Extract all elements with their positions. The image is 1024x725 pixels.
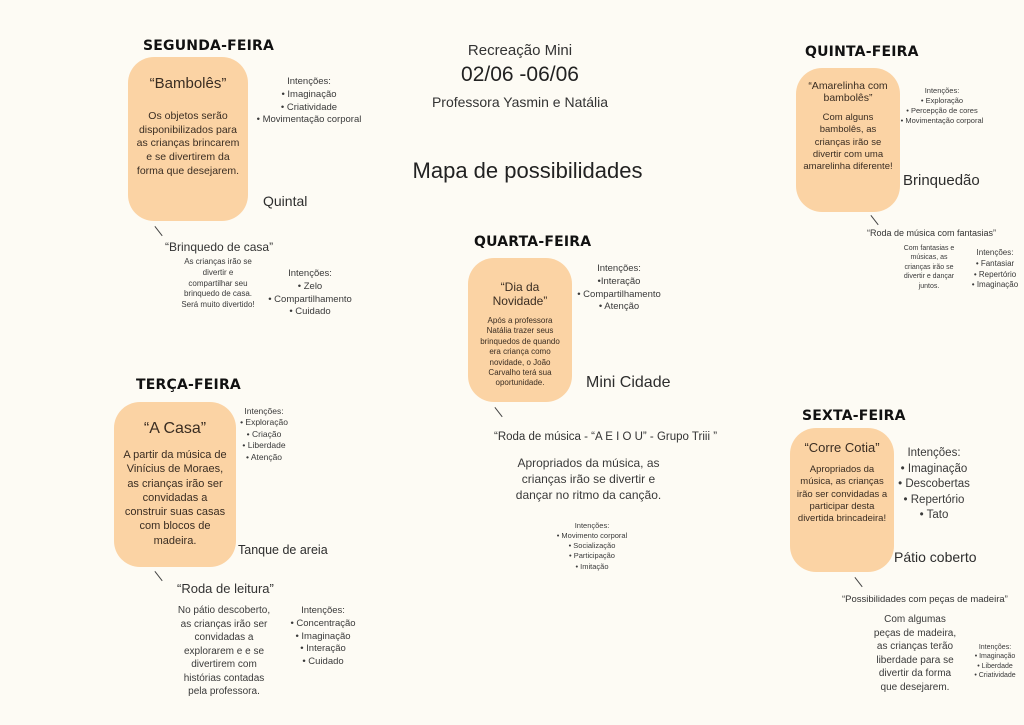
thursday-card-text: Com alguns bambolês, as crianças irão se divertir com uma amarelinha diferente! [803, 112, 893, 173]
wednesday-activity-intention: • Participação [569, 551, 615, 561]
wednesday-connector [494, 407, 502, 417]
map-title: Mapa de possibilidades [412, 158, 643, 183]
monday-activity-intention: • Compartilhamento [268, 293, 352, 305]
thursday-activity-intentions [965, 248, 1024, 291]
tuesday-activity-intentions-heading: Intenções: [301, 605, 345, 616]
thursday-card-title: “Amarelinha com bambolês” [808, 80, 888, 104]
monday-intentions [255, 76, 363, 127]
thursday-location: Brinquedão [903, 172, 980, 189]
friday-card [790, 428, 894, 572]
wednesday-card [468, 258, 572, 402]
wednesday-intention: • Compartilhamento [577, 288, 661, 300]
friday-connector [854, 577, 862, 587]
friday-activity-title: “Possibilidades com peças de madeira” [842, 594, 1008, 605]
tuesday-intention: • Exploração [240, 417, 288, 428]
monday-activity-intention: • Cuidado [289, 306, 331, 318]
subtitle: Recreação Mini [467, 42, 573, 59]
monday-intention: • Movimentação corporal [256, 114, 362, 126]
wednesday-intention: • Atenção [598, 301, 640, 313]
wednesday-intention: •Interação [597, 275, 641, 287]
friday-activity-intention: • Criatividade [974, 672, 1016, 680]
friday-intentions [897, 446, 971, 524]
friday-intention: • Tato [919, 509, 949, 522]
thursday-activity-text: Com fantasias e músicas, as crianças irão se divertir e dançar juntos. [903, 245, 955, 290]
monday-activity-text: As crianças irão se divertir e compartilhar seu brinquedo de casa. Será muito divertido! [181, 257, 255, 310]
wednesday-activity-text: Apropriados da música, as crianças irão se divertir e dançar no ritmo da canção. [515, 456, 662, 503]
tuesday-activity-intentions [290, 605, 356, 669]
tuesday-card-text: A partir da música de Vinícius de Moraes, as crianças irão ser convidadas a construir suas casas com blocos de madeira. [123, 449, 227, 547]
wednesday-activity-intention: • Imitação [575, 561, 609, 571]
header [400, 42, 640, 110]
tuesday-activity-title: “Roda de leitura” [177, 581, 274, 596]
monday-intention: • Imaginação [281, 88, 337, 100]
wednesday-card-title: “Dia da Novidade” [492, 280, 548, 308]
tuesday-activity-intention: • Concentração [290, 617, 356, 629]
monday-day-label: SEGUNDA-FEIRA [143, 38, 275, 54]
monday-card-text: Os objetos serão disponibilizados para as crianças brincarem e se divertirem da forma que desejarem. [136, 110, 240, 177]
thursday-activity-title: “Roda de música com fantasias” [867, 228, 997, 238]
dates: 02/06 -06/06 [461, 63, 579, 86]
tuesday-connector [154, 571, 162, 581]
monday-activity-intentions-heading: Intenções: [288, 268, 332, 279]
wednesday-location: Mini Cidade [586, 374, 671, 391]
friday-intention: • Imaginação [900, 462, 968, 475]
wednesday-activity-intention: • Socialização [568, 541, 616, 551]
monday-card-title: “Bambolês” [149, 75, 227, 92]
tuesday-card [114, 402, 236, 567]
thursday-connector [870, 215, 878, 225]
friday-day-label: SEXTA-FEIRA [802, 408, 906, 424]
thursday-intention: • Movimentação corporal [900, 116, 984, 126]
tuesday-day-label: TERÇA-FEIRA [136, 377, 241, 393]
thursday-activity-intentions-heading: Intenções: [976, 248, 1014, 257]
monday-activity-intention: • Zelo [297, 280, 323, 292]
tuesday-intention: • Atenção [245, 451, 283, 462]
tuesday-intention: • Liberdade [242, 440, 286, 451]
friday-activity-intention: • Imaginação [974, 653, 1016, 661]
thursday-intention: • Exploração [920, 96, 964, 106]
friday-intentions-heading: Intenções: [907, 447, 961, 459]
tuesday-location: Tanque de areia [238, 543, 328, 557]
monday-intentions-heading: Intenções: [287, 76, 331, 87]
friday-activity-intention: • Liberdade [977, 662, 1013, 670]
thursday-card [796, 68, 900, 212]
monday-activity-intentions [265, 268, 355, 319]
thursday-activity-intention: • Imaginação [971, 280, 1019, 290]
thursday-intentions [900, 86, 984, 127]
thursday-activity-intention: • Repertório [973, 269, 1017, 279]
monday-connector [154, 226, 162, 236]
monday-location: Quintal [263, 193, 308, 209]
tuesday-card-title: “A Casa” [143, 420, 207, 437]
friday-activity-intentions-heading: Intenções: [978, 644, 1012, 651]
friday-activity-intentions [967, 643, 1023, 681]
monday-card [128, 57, 248, 221]
wednesday-day-label: QUARTA-FEIRA [474, 234, 592, 250]
thursday-activity-intention: • Fantasiar [975, 258, 1015, 268]
wednesday-intentions-heading: Intenções: [597, 263, 641, 274]
wednesday-activity-title: “Roda de música - “A E I O U” - Grupo Triii ” [494, 431, 718, 443]
tuesday-intention: • Criação [246, 428, 282, 439]
friday-intention: • Descobertas [898, 478, 970, 491]
wednesday-activity-intention: • Movimento corporal [556, 531, 628, 541]
tuesday-activity-intention: • Interação [300, 643, 346, 655]
wednesday-activity-intentions-heading: Intenções: [574, 521, 610, 530]
monday-intention: • Criatividade [280, 101, 338, 113]
tuesday-intentions-heading: Intenções: [244, 406, 284, 416]
tuesday-intentions [236, 406, 292, 463]
tuesday-activity-intention: • Cuidado [302, 656, 344, 668]
teachers: Professora Yasmin e Natália [431, 94, 609, 110]
thursday-day-label: QUINTA-FEIRA [805, 44, 919, 60]
friday-card-text: Apropriados da música, as crianças irão ser convidadas a participar desta divertida brincadeira! [796, 464, 888, 525]
thursday-intentions-heading: Intenções: [924, 86, 960, 95]
friday-activity-text: Com algumas peças de madeira, as crianças terão liberdade para se divertir da forma que desejarem. [873, 614, 957, 693]
wednesday-activity-intentions [546, 521, 638, 572]
tuesday-activity-text: No pátio descoberto, as crianças irão ser convidadas a explorarem e e se divertirem com histórias contadas pela professora. [177, 605, 271, 697]
wednesday-intentions [573, 263, 665, 314]
monday-activity-title: “Brinquedo de casa” [165, 240, 274, 254]
thursday-intention: • Percepção de cores [906, 106, 978, 116]
friday-card-title: “Corre Cotia” [804, 440, 880, 455]
friday-location: Pátio coberto [894, 549, 977, 565]
wednesday-card-text: Após a professora Natália trazer seus brinquedos de quando era criança como novidade, o João Carvalho terá sua oportunidade. [480, 316, 560, 388]
friday-intention: • Repertório [903, 493, 965, 506]
tuesday-activity-intention: • Imaginação [295, 630, 351, 642]
